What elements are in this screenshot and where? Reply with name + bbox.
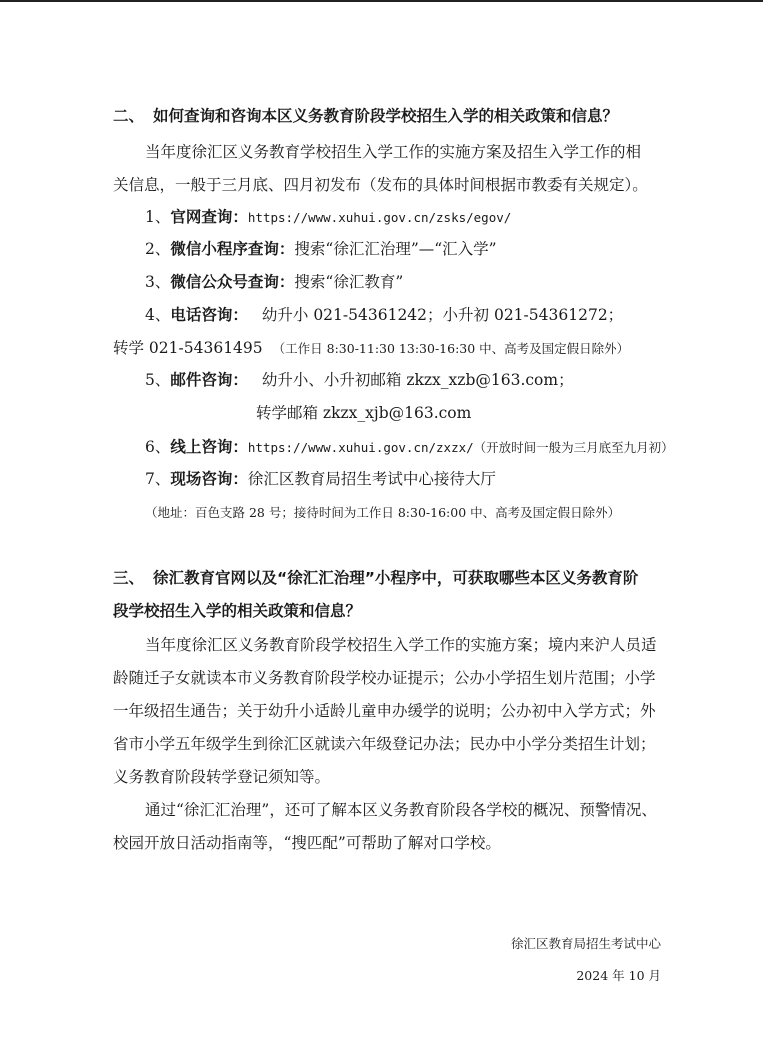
section3-title-line2: 段学校招生入学的相关政策和信息？ — [113, 602, 362, 620]
section3-para1-line: 省市小学五年级学生到徐汇区就读六年级登记办法；民办中小学分类招生计划； — [113, 735, 656, 753]
item-official-account — [145, 272, 403, 292]
website-link[interactable]: https://www.xuhui.gov.cn/zsks/egov/ — [247, 210, 512, 225]
section3-para1-line: 义务教育阶段转学登记须知等。 — [113, 768, 331, 786]
section3-para1-line: 一年级招生通告；关于幼升小适龄儿童申办缓学的说明；公办初中入学方式；外 — [113, 702, 656, 720]
item-label: 微信公众号查询： — [170, 273, 295, 291]
item-label: 线上咨询： — [170, 438, 248, 456]
item-index: 7、 — [145, 470, 171, 488]
section3-para2-line: 校园开放日活动指南等，“搜匹配”可帮助了解对口学校。 — [113, 834, 501, 852]
item-email — [145, 370, 574, 390]
item-website — [145, 207, 511, 228]
phone-hours: （工作日 8:30-11:30 13:30-16:30 中、高考及国定假日除外） — [272, 341, 630, 356]
section2-number: 二、 — [113, 107, 145, 125]
item-label: 电话咨询： — [170, 306, 248, 324]
item-value: 搜索“徐汇汇治理”—“汇入学” — [294, 240, 497, 258]
section3-number: 三、 — [113, 569, 145, 587]
section3-heading — [113, 568, 638, 588]
item-label: 现场咨询： — [170, 470, 248, 488]
section3-para1-line: 龄随迁子女就读本市义务教育阶段学校办证提示；公办小学招生划片范围；小学 — [113, 669, 656, 687]
item-index: 6、 — [145, 438, 171, 456]
item-label: 官网查询： — [170, 208, 248, 226]
signature-org: 徐汇区教育局招生考试中心 — [510, 936, 661, 951]
top-border — [0, 0, 763, 2]
item-online — [145, 437, 674, 458]
item-value: 幼升小、小升初邮箱 zkzx_xzb@163.com； — [261, 371, 574, 389]
item-index: 2、 — [145, 240, 171, 258]
item-phone — [145, 305, 623, 325]
item-value: 幼升小 021-54361242；小升初 021-54361272； — [261, 306, 624, 324]
item-index: 3、 — [145, 273, 171, 291]
section3-para1-line: 当年度徐汇区义务教育阶段学校招生入学工作的实施方案；境内来沪人员适 — [145, 636, 657, 654]
item-mini-program — [145, 239, 497, 259]
item-index: 1、 — [145, 208, 171, 226]
signature-date: 2024 年 10 月 — [576, 968, 661, 983]
section2-intro-line2: 关信息，一般于三月底、四月初发布（发布的具体时间根据市教委有关规定）。 — [113, 176, 648, 194]
section3-para2-line: 通过“徐汇汇治理”，还可了解本区义务教育阶段各学校的概况、预警情况、 — [145, 801, 657, 819]
item-onsite — [145, 469, 496, 489]
section2-heading — [113, 106, 618, 126]
section2-title: 如何查询和咨询本区义务教育阶段学校招生入学的相关政策和信息？ — [153, 107, 619, 125]
item-label: 邮件咨询： — [170, 371, 248, 389]
item-index: 5、 — [145, 371, 171, 389]
phone-transfer: 转学 021-54361495 — [113, 339, 263, 357]
email-transfer: 转学邮箱 zkzx_xjb@163.com — [256, 404, 472, 422]
item-value: 徐汇区教育局招生考试中心接待大厅 — [247, 470, 496, 488]
item-label: 微信小程序查询： — [170, 240, 295, 258]
online-link[interactable]: https://www.xuhui.gov.cn/zxzx/（开放时间一般为三月底至九月初） — [247, 440, 674, 455]
item-value: 搜索“徐汇教育” — [294, 273, 404, 291]
item-index: 4、 — [145, 306, 171, 324]
section2-intro-line1: 当年度徐汇区义务教育学校招生入学工作的实施方案及招生入学工作的相 — [145, 143, 642, 161]
section3-title-line1: 徐汇教育官网以及“徐汇汇治理”小程序中，可获取哪些本区义务教育阶 — [153, 569, 639, 587]
address-note: （地址：百色支路 28 号；接待时间为工作日 8:30-16:00 中、高考及国定假日除外） — [145, 505, 621, 520]
phone-transfer-line — [113, 338, 629, 359]
